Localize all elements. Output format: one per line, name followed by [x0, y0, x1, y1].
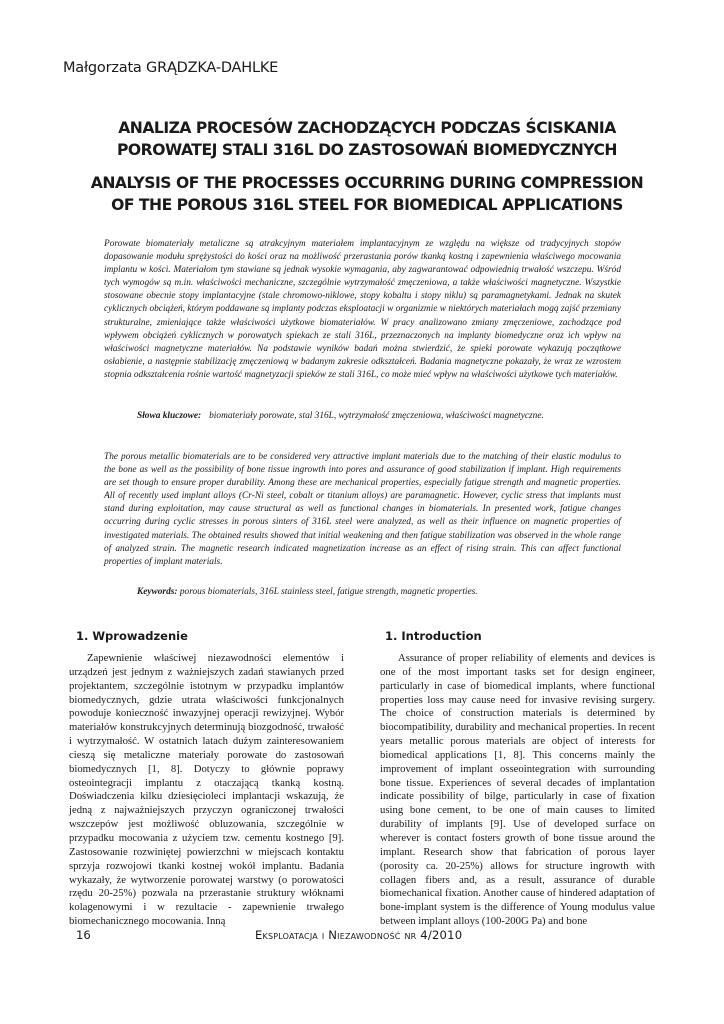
- title-polish-line-2: POROWATEJ STALI 316L DO ZASTOSOWAŃ BIOMEDYCZNYCH: [117, 141, 617, 159]
- title-english-line-1: ANALYSIS OF THE PROCESSES OCCURRING DURING COMPRESSION: [90, 174, 644, 192]
- section-heading-english: 1. Introduction: [385, 629, 482, 643]
- author-name: Małgorzata GRĄDZKA-DAHLKE: [63, 60, 279, 76]
- title-polish: [70, 117, 664, 161]
- body-column-english: Assurance of proper reliability of elements and devices is one of the most important tasks set for design engineer, particularly in case of biomedical implants, where functional properties loss may cause need for invasive revising surgery. The choice of construction materials is determined by biocompatibility, durability and mechanical properties. In recent years metallic porous materials are object of interests for biomedical applications [1, 8]. This concerns mainly the improvement of implant osseointegration with surrounding bone tissue. Experiences of several decades of implantation indicate possibility of bilge, particularly in case of fixation using bone cement, to be one of main causes to limited durability of implants [9]. Use of developed surface on wherever is contact fosters growth of bone tissue around the implant. Research show that fabrication of porous layer (porosity ca. 20-25%) allows for structure ingrowth with collagen fibers and, as a result, assurance of durable biomechanical fixation. Another cause of hindered adaptation of bone-implant system is the difference of Young modulus value between implant alloys (100-200G Pa) and bone: [380, 652, 655, 928]
- title-english-line-2: OF THE POROUS 316L STEEL FOR BIOMEDICAL APPLICATIONS: [111, 196, 623, 214]
- keywords-polish-text: biomateriały porowate, stal 316L, wytrzymałość zmęczeniowa, właściwości magnetyczne.: [209, 411, 544, 421]
- keywords-english-text: porous biomaterials, 316L stainless steel, fatigue strength, magnetic properties.: [179, 587, 478, 597]
- section-heading-polish: 1. Wprowadzenie: [76, 629, 188, 643]
- abstract-english: The porous metallic biomaterials are to be considered very attractive implant materials due to the matching of their elastic modulus to the bone as well as the possibility of bone tissue ingrowth into pores and assurance of good stabilization if implant. High requirements are set though to ensure proper durability. Among these are mechanical properties, especially fatigue strength and magnetic properties. All of recently used implant alloys (Cr-Ni steel, cobalt or titanium alloys) are paramagnetic. However, cyclic stress that implants must stand during exploitation, may cause structural as well as functional changes in biomaterials. In presented work, fatigue changes occurring during cyclic stresses in porous sinters of 316L steel were analyzed, as well as their influence on magnetic properties of investigated materials. The obtained results showed that initial weakening and then fatigue stabilization was observed in the whole range of analyzed strain. The magnetic research indicated magnetization increase as an effect of rising strain. This can affect functional properties of implant materials.: [104, 452, 621, 567]
- body-column-polish: Zapewnienie właściwej niezawodności elementów i urządzeń jest jednym z ważniejszych zadań stawianych przed projektantem, szczególnie istotnym w przypadku implantów biomedycznych, gdzie utrata właściwości funkcjonalnych powoduje konieczność inwazyjnej operacji rewizyjnej. Wybór materiałów konstrukcyjnych determinują biozgodność, trwałość i wytrzymałość. W ostatnich latach dużym zainteresowaniem cieszą się metaliczne materiały porowate do zastosowań biomedycznych [1, 8]. Dotyczy to głównie poprawy osteointegracji implantu z otaczającą tkanką kostną. Doświadczenia kilku dziesięcioleci implantacji wskazują, że jedną z najważniejszych przyczyn ograniczonej trwałości wszczepów jest możliwość obluzowania, szczególnie w przypadku mocowania z użyciem tzw. cementu kostnego [9]. Zastosowanie rozwiniętej powierzchni w miejscach kontaktu sprzyja rozwojowi tkanki kostnej wokół implantu. Badania wykazały, że wytworzenie porowatej warstwy (o porowatości rzędu 20-25%) pozwala na przerastanie struktury włóknami kolagenowymi i w rezultacie - zapewnienie trwałego biomechanicznego mocowania. Inną: [69, 652, 344, 928]
- keywords-english: [137, 586, 607, 599]
- keywords-english-label: Keywords:: [137, 587, 178, 597]
- title-english: [70, 172, 664, 216]
- journal-footer: Eksploatacja i Niezawodność nr 4/2010: [255, 928, 463, 942]
- keywords-polish: [137, 410, 597, 423]
- page-number: 16: [76, 928, 91, 942]
- keywords-polish-label: Słowa kluczowe:: [137, 411, 202, 421]
- abstract-polish: Porowate biomateriały metaliczne są atrakcyjnym materiałem implantacyjnym ze względu na większe od tradycyjnych stopów dopasowanie modułu sprężystości do kości oraz na możliwość przerastania porów tkanką kostną i zapewnienia właściwego mocowania implantu w kości. Materiałom tym stawiane są jednak wysokie wymagania, aby zagwarantować odpowiednią trwałość wszczepu. Wśród tych wymogów są m.in. właściwości mechaniczne, szczególnie wytrzymałość zmęczeniowa, a także właściwości magnetyczne. Wszystkie stosowane obecnie stopy implantacyjne (stale chromowo-niklowe, stopy kobaltu i stopy niklu) są paramagnetykami. Jednak na skutek cyklicznych obciążeń, którym poddawane są implanty podczas eksploatacji w organizmie w niektórych materiałach mogą zajść przemiany strukturalne, zmieniające także właściwości użytkowe biomateriałów. W pracy analizowano zmiany zmęczeniowe, zachodzące pod wpływem obciążeń cyklicznych w porowatych spiekach ze stali 316L, przeznaczonych na implanty biomedyczne oraz ich wpływ na właściwości magnetyczne materiałów. Na podstawie wyników badań można stwierdzić, że spieki porowate wykazują początkowe osłabienie, a następnie stabilizację zmęczeniową w badanym zakresie odkształceń. Badania magnetyczne pokazały, że wraz ze wzrostem stopnia odkształcenia rośnie wartość magnetyzacji spieków ze stali 316L, co może mieć wpływ na właściwości użytkowe tych materiałów.: [104, 239, 621, 380]
- title-polish-line-1: ANALIZA PROCESÓW ZACHODZĄCYCH PODCZAS ŚCISKANIA: [118, 119, 616, 137]
